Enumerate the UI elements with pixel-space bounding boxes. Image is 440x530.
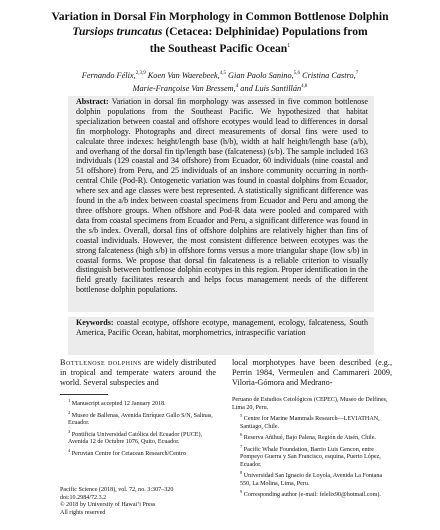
footnote [232, 412, 392, 431]
title-line-2: (Cetacea: Delphinidae) Populations from [162, 24, 368, 38]
body-right-text: local morphotypes have been described (e.g., Perrin 1984, Vermeulen and Cammareri 2009, Viloria-Gómora and Medrano- [232, 358, 392, 388]
footnote-text: Reserva Añihué, Bajo Palena, Región de Aisén, Chile. [242, 435, 376, 442]
body-lead-in: Bottlenose dolphins [60, 358, 142, 367]
footnote [232, 443, 392, 470]
footnotes-right [232, 397, 392, 500]
author-2-affil: 4,5 [219, 71, 226, 76]
footnote-mark: 2 [68, 409, 71, 415]
abstract-label: Abstract: [76, 97, 109, 106]
author-2: Koen Van Waerebeek, [145, 70, 220, 80]
footnote [232, 431, 392, 443]
footnote [60, 397, 216, 409]
paper-title [40, 10, 400, 56]
abstract [76, 97, 368, 295]
author-4: Cristina Castro, [300, 70, 356, 80]
footnote-text: Museo de Ballenas, Avenida Enríquez Gallo S/N, Salinas, Ecuador. [68, 412, 213, 427]
footnote-mark: 8 [240, 470, 243, 476]
footnote-text: Universidad San Ignacio de Loyola, Avenida La Fontana 550, La Molina, Lima, Peru. [240, 473, 383, 487]
footnote [232, 488, 392, 500]
body-column-right [232, 358, 392, 389]
footnote-text: Peruvian Centre for Cetacean Research/Centro [70, 450, 186, 457]
title-footnote-mark: 1 [287, 43, 291, 49]
footnote-continued [232, 397, 392, 412]
author-1: Fernando Félix, [81, 70, 136, 80]
footnote-text: Peruano de Estudios Cetológicos (CEPEC), Museo de Delfines, Lima 20, Peru. [232, 397, 388, 411]
keywords [76, 318, 368, 338]
author-6-affil: 4,8 [301, 83, 308, 89]
abstract-text: Variation in dorsal fin morphology was assessed in five common bottlenose dolphin populations from the Southeast Pacific. We hypothesized that habitat specialization between coastal and offshore ecotypes would lead to differences in dorsal fin morphology. Photographs and direct measurements of dorsal fins were used to calculate three indexes: height/length base (h/b), width at half height/length base (a/b), and overhang of the dorsal fin tip/length base (falcateness) (s/b). The sample included 163 individuals (129 coastal and 34 offshore) from Ecuador, 60 individuals (nine coastal and 51 offshore) from Peru, and 25 individuals of an inshore community occurring in north-central Chile (Pod-R). Ontogenetic variation was found in coastal dolphins from Ecuador, where sex and age classes were best represented. A statistically significant difference was found in the a/b index between coastal specimens from Ecuador and Peru and among the three offshore groups. When offshore and Pod-R data were pooled and compared with data from coastal specimens from Ecuador and Peru, a significant difference was found in the s/b index. Overall, dorsal fins of offshore dolphins are relatively higher than fins of coastal individuals. However, the most consistent difference between ecotypes was the strong falcateness (high s/b) in offshore forms versus a more triangular shape (low s/b) in coastal forms. We propose that dorsal fin falcateness is a reliable criterion to visually distinguish between bottlenose dolphin ecotypes in this region. Proper identification in the field greatly facilitates research and helps focus management needs of the different bottlenose dolphin populations. [76, 97, 368, 295]
author-1-affil: 2,3,9 [135, 71, 146, 76]
footnote-mark: 5 [240, 413, 243, 418]
journal-citation: Pacific Science (2018), vol. 72, no. 3:307–320 [60, 487, 174, 493]
footnote [60, 428, 216, 447]
footnote-mark: 3 [68, 428, 71, 434]
footnotes-left [60, 397, 216, 458]
publication-info [60, 487, 216, 517]
title-line-3: the Southeast Pacific Ocean [149, 41, 288, 55]
footnote-mark: 6 [240, 432, 243, 438]
author-5-affil: 4 [235, 83, 239, 89]
doi: doi:10.2984/72.3.2 [60, 494, 107, 501]
author-6: and Luis Santillán [238, 83, 302, 93]
footnote-rule [60, 394, 108, 395]
title-line-1: Variation in Dorsal Fin Morphology in Common Bottlenose Dolphin [51, 10, 389, 23]
footnote-mark: 7 [240, 443, 243, 449]
author-list [36, 68, 404, 94]
footnote-text: Pacific Whale Foundation, Barrio Luis Gencon, entre Pompeyo Guerra y San Francisco, esquina, Puerto López, Ecuador. [240, 446, 381, 468]
keywords-text: coastal ecotype, offshore ecotype, management, ecology, falcateness, South America, Pacific Ocean, habitat, morphometrics, intraspecific variation [76, 318, 368, 337]
footnote [60, 447, 216, 459]
footnote-text: Centre for Marine Mammals Research—LEVIATHAN, Santiago, Chile. [240, 416, 380, 430]
rights: All rights reserved [60, 509, 106, 516]
author-4-affil: 7 [355, 71, 359, 76]
body-column-left [60, 358, 216, 389]
footnote-mark: 4 [68, 447, 71, 453]
footnote-mark: 1 [68, 398, 71, 403]
body-left-text: are widely distributed in tropical and temperate waters around the world. Several subspecies and [60, 358, 216, 388]
keywords-label: Keywords: [76, 318, 114, 327]
title-species: Tursiops truncatus [72, 24, 163, 38]
footnote [60, 409, 216, 428]
footnote-text: Corresponding author (e-mail: felelix90@hotmail.com). [242, 492, 381, 499]
footnote-text: Pontificia Universidad Católica del Ecuador (PUCE), Avenida 12 de Octubre 1076, Quito, Ecuador. [68, 431, 203, 446]
author-3-affil: 5,6 [293, 71, 300, 76]
footnote [232, 469, 392, 488]
author-5: Marie-Françoise Van Bressem, [132, 83, 236, 93]
footnote-text: Manuscript accepted 12 January 2018. [70, 401, 166, 408]
author-3: Gian Paolo Sanino, [225, 70, 294, 80]
copyright: © 2018 by University of Hawai‘i Press [60, 502, 156, 508]
footnote-mark: 9 [240, 489, 243, 495]
